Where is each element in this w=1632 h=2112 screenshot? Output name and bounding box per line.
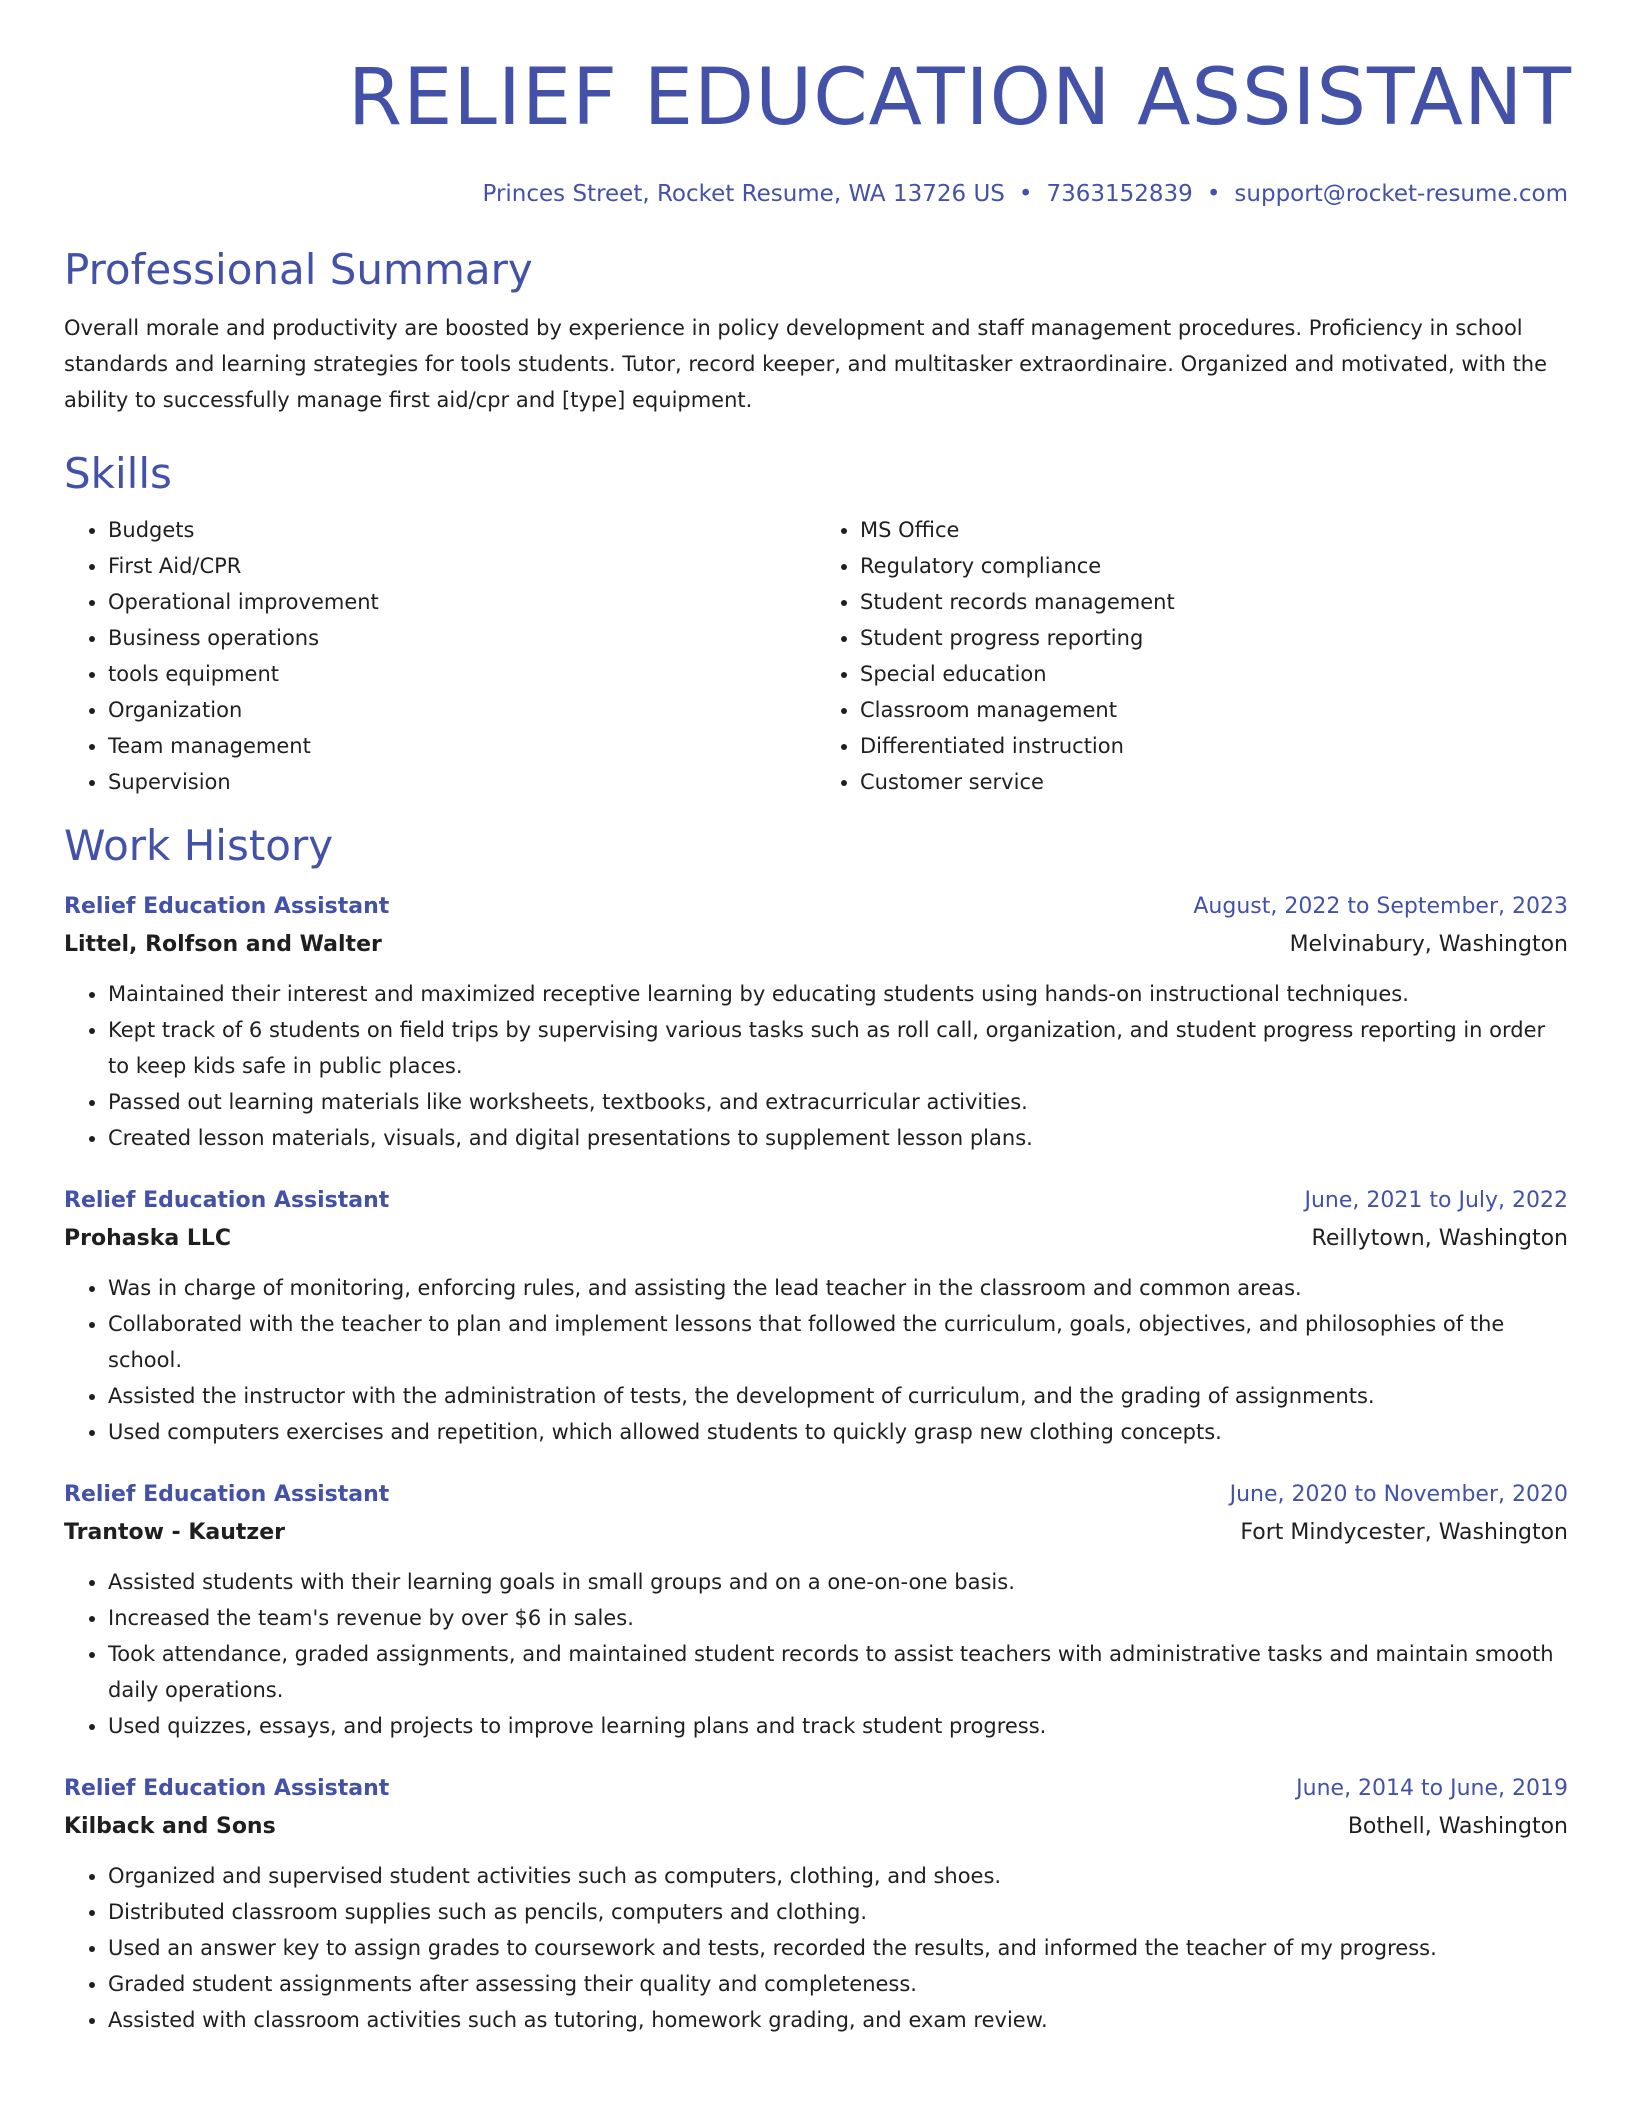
- job-entry: [64, 1770, 1568, 2038]
- skill-item: • First Aid/CPR: [108, 548, 816, 584]
- resume-title: RELIEF EDUCATION ASSISTANT: [347, 53, 1572, 143]
- job-bullets: [64, 1564, 1568, 1744]
- contact-address: Princes Street, Rocket Resume, WA 13726 US: [482, 181, 1005, 207]
- job-bullet: • Organized and supervised student activities such as computers, clothing, and shoes.: [108, 1858, 1568, 1894]
- skill-item: • tools equipment: [108, 656, 816, 692]
- contact-email: support@rocket-resume.com: [1234, 181, 1568, 207]
- job-bullet: • Kept track of 6 students on field trips by supervising various tasks such as roll call, organization, and student progress reporting in order to keep kids safe in public places.: [108, 1012, 1568, 1084]
- contact-phone: 7363152839: [1046, 181, 1193, 207]
- job-dates: August, 2022 to September, 2023: [1193, 894, 1568, 919]
- job-bullet: • Increased the team's revenue by over $6 in sales.: [108, 1600, 1568, 1636]
- job-title: Relief Education Assistant: [64, 1188, 390, 1213]
- skill-item: • Supervision: [108, 764, 816, 800]
- job-bullets: [64, 1858, 1568, 2038]
- job-header: [64, 1770, 1568, 1808]
- skill-item: • Special education: [860, 656, 1568, 692]
- contact-separator: •: [1206, 181, 1221, 207]
- skills-column-left: [64, 512, 816, 800]
- job-bullet: • Assisted the instructor with the administration of tests, the development of curriculum, and the grading of assignments.: [108, 1378, 1568, 1414]
- skill-item: • Team management: [108, 728, 816, 764]
- job-location: Reillytown, Washington: [1311, 1226, 1568, 1251]
- skills-list: [64, 512, 1568, 800]
- job-bullet: • Graded student assignments after assessing their quality and completeness.: [108, 1966, 1568, 2002]
- job-bullet: • Assisted with classroom activities such as tutoring, homework grading, and exam review.: [108, 2002, 1568, 2038]
- job-entry: [64, 1182, 1568, 1450]
- job-bullet: • Used an answer key to assign grades to coursework and tests, recorded the results, and informed the teacher of my progress.: [108, 1930, 1568, 1966]
- contact-separator: •: [1018, 181, 1033, 207]
- job-location: Bothell, Washington: [1347, 1814, 1568, 1839]
- job-dates: June, 2021 to July, 2022: [1304, 1188, 1568, 1213]
- summary-text: Overall morale and productivity are boosted by experience in policy development and staff management procedures. Proficiency in school standards and learning strategies for tools students. Tutor, record keeper, and multitasker extraordinaire. Organized and motivated, with the ability to successfully manage first aid/cpr and [type] equipment.: [64, 316, 1548, 412]
- job-header: [64, 1476, 1568, 1514]
- job-subheader: [64, 926, 1568, 964]
- job-company: Kilback and Sons: [64, 1814, 276, 1839]
- job-title: Relief Education Assistant: [64, 894, 390, 919]
- skill-item: • Business operations: [108, 620, 816, 656]
- job-bullet: • Used quizzes, essays, and projects to improve learning plans and track student progress.: [108, 1708, 1568, 1744]
- job-company: Prohaska LLC: [64, 1226, 232, 1251]
- job-bullet: • Passed out learning materials like worksheets, textbooks, and extracurricular activities.: [108, 1084, 1568, 1120]
- skill-item: • Differentiated instruction: [860, 728, 1568, 764]
- job-dates: June, 2020 to November, 2020: [1229, 1482, 1568, 1507]
- job-entry: [64, 888, 1568, 1156]
- job-title: Relief Education Assistant: [64, 1776, 390, 1801]
- job-dates: June, 2014 to June, 2019: [1296, 1776, 1568, 1801]
- job-bullet: • Created lesson materials, visuals, and digital presentations to supplement lesson plans.: [108, 1120, 1568, 1156]
- job-company: Trantow - Kautzer: [64, 1520, 285, 1545]
- job-subheader: [64, 1220, 1568, 1258]
- job-subheader: [64, 1808, 1568, 1846]
- job-bullets: [64, 1270, 1568, 1450]
- job-header: [64, 1182, 1568, 1220]
- section-title-summary: Professional Summary: [64, 245, 533, 294]
- job-location: Melvinabury, Washington: [1289, 932, 1568, 957]
- job-bullet: • Was in charge of monitoring, enforcing rules, and assisting the lead teacher in the classroom and common areas.: [108, 1270, 1568, 1306]
- job-bullet: • Distributed classroom supplies such as pencils, computers and clothing.: [108, 1894, 1568, 1930]
- job-bullet: • Assisted students with their learning goals in small groups and on a one-on-one basis.: [108, 1564, 1568, 1600]
- skill-item: • Operational improvement: [108, 584, 816, 620]
- skill-item: • Budgets: [108, 512, 816, 548]
- job-bullet: • Collaborated with the teacher to plan and implement lessons that followed the curriculum, goals, objectives, and philosophies of the school.: [108, 1306, 1568, 1378]
- job-subheader: [64, 1514, 1568, 1552]
- job-bullet: • Maintained their interest and maximized receptive learning by educating students using hands-on instructional techniques.: [108, 976, 1568, 1012]
- skill-item: • Regulatory compliance: [860, 548, 1568, 584]
- section-title-work-history: Work History: [64, 821, 334, 870]
- skill-item: • Customer service: [860, 764, 1568, 800]
- job-header: [64, 888, 1568, 926]
- skill-item: • Student progress reporting: [860, 620, 1568, 656]
- job-bullets: [64, 976, 1568, 1156]
- job-bullet: • Used computers exercises and repetition, which allowed students to quickly grasp new clothing concepts.: [108, 1414, 1568, 1450]
- job-location: Fort Mindycester, Washington: [1240, 1520, 1568, 1545]
- contact-line: [64, 178, 1568, 210]
- skill-item: • Student records management: [860, 584, 1568, 620]
- job-bullet: • Took attendance, graded assignments, and maintained student records to assist teachers with administrative tasks and maintain smooth daily operations.: [108, 1636, 1568, 1708]
- job-entry: [64, 1476, 1568, 1744]
- skill-item: • Classroom management: [860, 692, 1568, 728]
- job-company: Littel, Rolfson and Walter: [64, 932, 382, 957]
- section-title-skills: Skills: [64, 449, 172, 498]
- skill-item: • Organization: [108, 692, 816, 728]
- job-title: Relief Education Assistant: [64, 1482, 390, 1507]
- skill-item: • MS Office: [860, 512, 1568, 548]
- skills-column-right: [816, 512, 1568, 800]
